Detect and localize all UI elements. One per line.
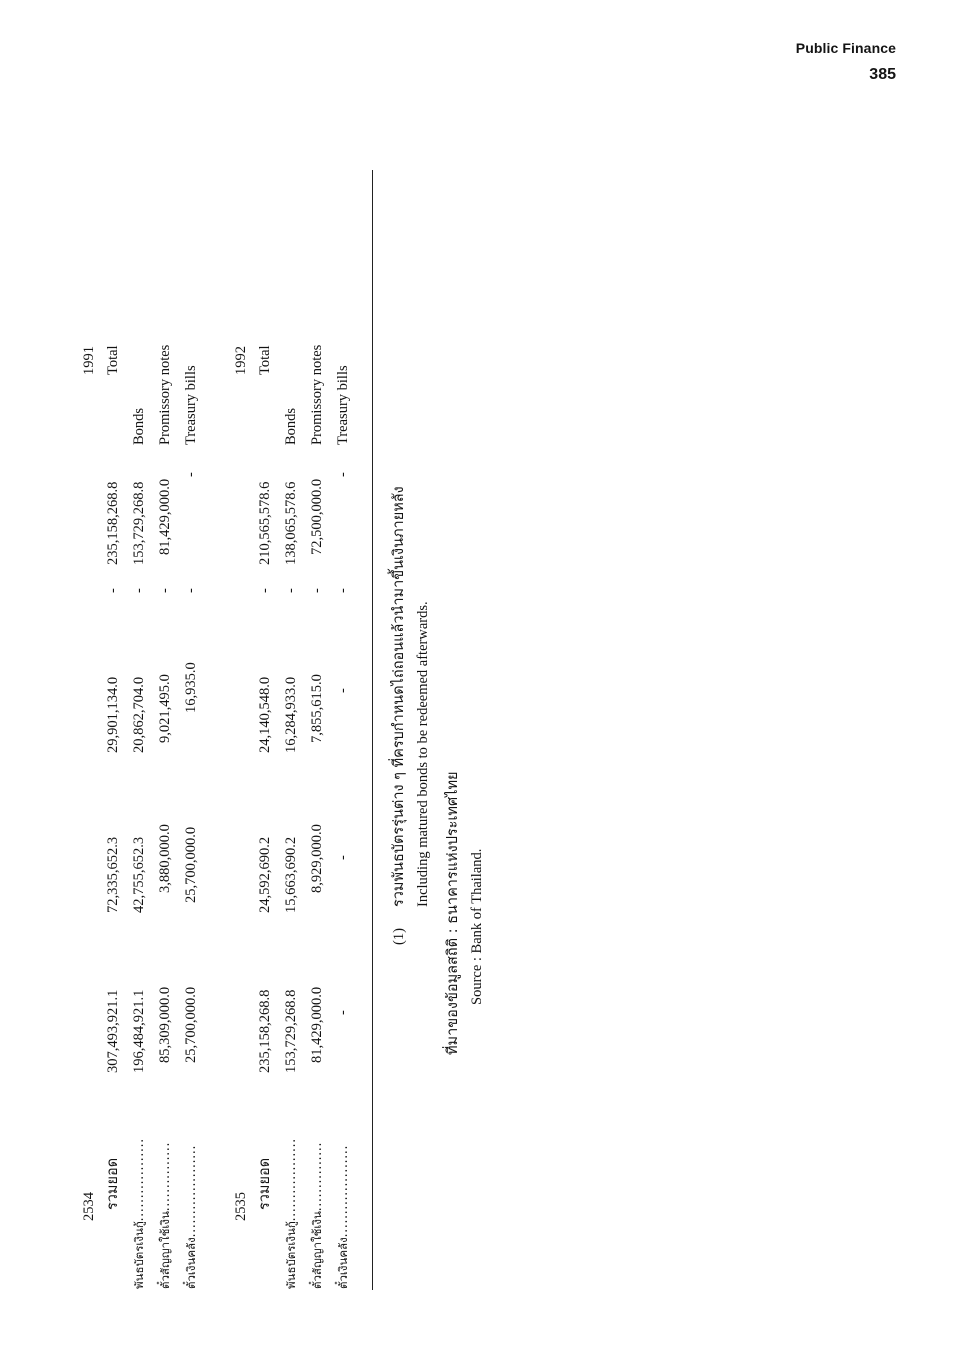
- footnote-marker: (1): [391, 928, 407, 945]
- thai-year-heading: 2534: [81, 1192, 97, 1221]
- english-row-label: Bonds: [283, 407, 299, 445]
- row-value-col1: 196,484,921.1: [131, 989, 147, 1073]
- running-head: Public Finance: [795, 40, 896, 56]
- row-value-col2: 25,700,000.0: [183, 826, 199, 903]
- thai-row-label: พันธบัตรเงินกู้..................: [283, 1137, 299, 1289]
- row-value-col5: 235,158,268.8: [105, 481, 121, 565]
- english-row-label: Total: [105, 345, 121, 375]
- row-value-col3: 20,862,704.0: [131, 676, 147, 753]
- row-value-col4: -: [283, 588, 299, 593]
- thai-row-label: รวมยอด: [257, 1157, 273, 1210]
- english-row-label: Treasury bills: [183, 365, 199, 445]
- row-value-col3: 16,284,933.0: [283, 676, 299, 753]
- row-value-col4: -: [183, 588, 199, 593]
- row-value-col4: -: [257, 588, 273, 593]
- row-value-col1: 81,429,000.0: [309, 986, 325, 1063]
- english-year-heading: 1992: [233, 346, 249, 375]
- thai-row-label: ตั๋วเงินคลัง....................: [183, 1144, 199, 1289]
- rotated-table-page: [58, 175, 498, 1305]
- row-value-col3: 24,140,548.0: [257, 676, 273, 753]
- row-value-col5: -: [183, 472, 199, 477]
- row-value-col5: 210,565,578.6: [257, 481, 273, 565]
- row-value-col4: -: [105, 588, 121, 593]
- row-value-col5: 138,065,578.6: [283, 481, 299, 565]
- row-value-col4: -: [335, 588, 351, 593]
- page-number: 385: [869, 66, 896, 83]
- source-thai: ที่มาของข้อมูลสถิติ : ธนาคารแห่งประเทศไทย: [445, 771, 461, 1055]
- row-value-col1: 153,729,268.8: [283, 989, 299, 1073]
- row-value-col2: 8,929,000.0: [309, 824, 325, 893]
- footnote-thai: รวมพันธบัตรรุ่นต่าง ๆ ที่ครบกำหนดไถ่ถอนแล้วนำมาขึ้นเงินภายหลัง: [391, 486, 407, 907]
- english-year-heading: 1991: [81, 346, 97, 375]
- row-value-col3: 7,855,615.0: [309, 674, 325, 743]
- english-row-label: Total: [257, 345, 273, 375]
- table-bottom-rule: [372, 170, 373, 1290]
- row-value-col3: -: [335, 688, 351, 693]
- row-value-col2: 3,880,000.0: [157, 824, 173, 893]
- row-value-col3: 9,021,495.0: [157, 674, 173, 743]
- thai-row-label: พันธบัตรเงินกู้..................: [131, 1137, 147, 1289]
- thai-row-label: ตั๋วสัญญาใช้เงิน...............: [309, 1141, 325, 1289]
- row-value-col1: -: [335, 1010, 351, 1015]
- row-value-col3: 16,935.0: [183, 662, 199, 713]
- row-value-col4: -: [157, 588, 173, 593]
- english-row-label: Promissory notes: [157, 344, 173, 445]
- english-row-label: Treasury bills: [335, 365, 351, 445]
- thai-row-label: รวมยอด: [105, 1157, 121, 1210]
- english-row-label: Promissory notes: [309, 344, 325, 445]
- row-value-col5: 153,729,268.8: [131, 481, 147, 565]
- row-value-col1: 307,493,921.1: [105, 989, 121, 1073]
- thai-row-label: ตั๋วสัญญาใช้เงิน...............: [157, 1141, 173, 1289]
- row-value-col2: 24,592,690.2: [257, 836, 273, 913]
- footnote-english: Including matured bonds to be redeemed afterwards.: [415, 601, 431, 907]
- thai-row-label: ตั๋วเงินคลัง....................: [335, 1144, 351, 1289]
- row-value-col5: 72,500,000.0: [309, 478, 325, 555]
- row-value-col1: 85,309,000.0: [157, 986, 173, 1063]
- row-value-col2: -: [335, 855, 351, 860]
- source-english: Source : Bank of Thailand.: [469, 848, 485, 1005]
- row-value-col3: 29,901,134.0: [105, 676, 121, 753]
- row-value-col5: -: [335, 472, 351, 477]
- row-value-col1: 25,700,000.0: [183, 986, 199, 1063]
- thai-year-heading: 2535: [233, 1192, 249, 1221]
- row-value-col1: 235,158,268.8: [257, 989, 273, 1073]
- row-value-col4: -: [309, 588, 325, 593]
- english-row-label: Bonds: [131, 407, 147, 445]
- page-header: [796, 40, 896, 84]
- row-value-col5: 81,429,000.0: [157, 478, 173, 555]
- row-value-col2: 15,663,690.2: [283, 836, 299, 913]
- row-value-col2: 42,755,652.3: [131, 836, 147, 913]
- row-value-col4: -: [131, 588, 147, 593]
- row-value-col2: 72,335,652.3: [105, 836, 121, 913]
